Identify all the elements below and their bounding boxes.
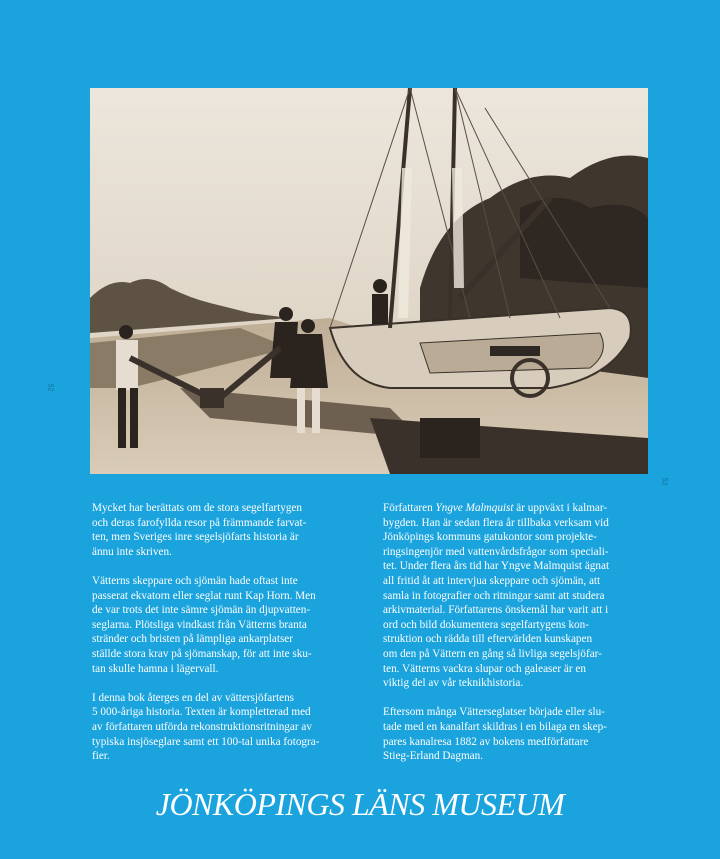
page-number-mark-left: 52 <box>46 383 54 392</box>
photo-sailboat-icon <box>90 88 648 474</box>
left-paragraph-3: I denna bok återges en del av vättersjöfartens 5 000-åriga historia. Texten är kompletterad med av författaren utförda rekonstruktionsritningar av typiska insjöseglare samt ett 100-tal unika fotogra- fier. <box>92 691 320 763</box>
right-paragraph-1 <box>383 501 657 691</box>
author-name: Yngve Malmquist <box>435 502 514 514</box>
left-paragraph-1: Mycket har berättats om de stora segelfartygen och deras farofyllda resor på främmande farvat- ten, men Sveriges inre segelsjöfarts historia är ännu inte skriven. <box>92 502 307 558</box>
museum-name-footer: JÖNKÖPINGS LÄNS MUSEUM <box>155 786 565 822</box>
left-text-column <box>92 501 360 778</box>
author-bio-text: är uppväxt i kalmar- bygden. Han är sedan flera år tillbaka verksam vid Jönköpings kommuns gatukontor som projekte- ringsingenjör med vattenvårdsfrågor som speciali- tet. Under flera års tid har Yngve Malmquist ägnat all fritid åt att intervjua skeppare och sjömän, att samla in fotografier och ritningar samt att studera arkivmaterial. Författarens önskemål har varit att i ord och bild dokumentera segelfartygens kon- struktion och rädda till eftervärlden kunskapen om den på Vättern en gång så livliga segelsjöfar- ten. Vätterns vackra slupar och galeaser är en viktig del av vår teknikhistoria. <box>383 502 610 690</box>
author-intro-text: Författaren <box>383 502 436 514</box>
page-number-mark-right: 52 <box>660 477 668 486</box>
right-text-column <box>383 501 657 778</box>
historic-photo-sailboat-in-canal-lock <box>90 88 648 474</box>
right-paragraph-2: Eftersom många Vätterseglatser började eller slu- tade med en kanalfart skildras i en bilaga en skep- pares kanalresa 1882 av bokens medförfattare Stieg-Erland Dagman. <box>383 706 607 763</box>
left-paragraph-2: Vätterns skeppare och sjömän hade oftast inte passerat ekvatorn eller seglat runt Kap Horn. Men de var trots det inte sämre sjömän än djupvatten- seglarna. Plötsliga vindkast från Vätterns branta stränder och bristen på lämpliga ankarplatser ställde stora krav på sjömanskap, för att inte sku- tan skulle hamna i lägervall. <box>92 574 316 675</box>
